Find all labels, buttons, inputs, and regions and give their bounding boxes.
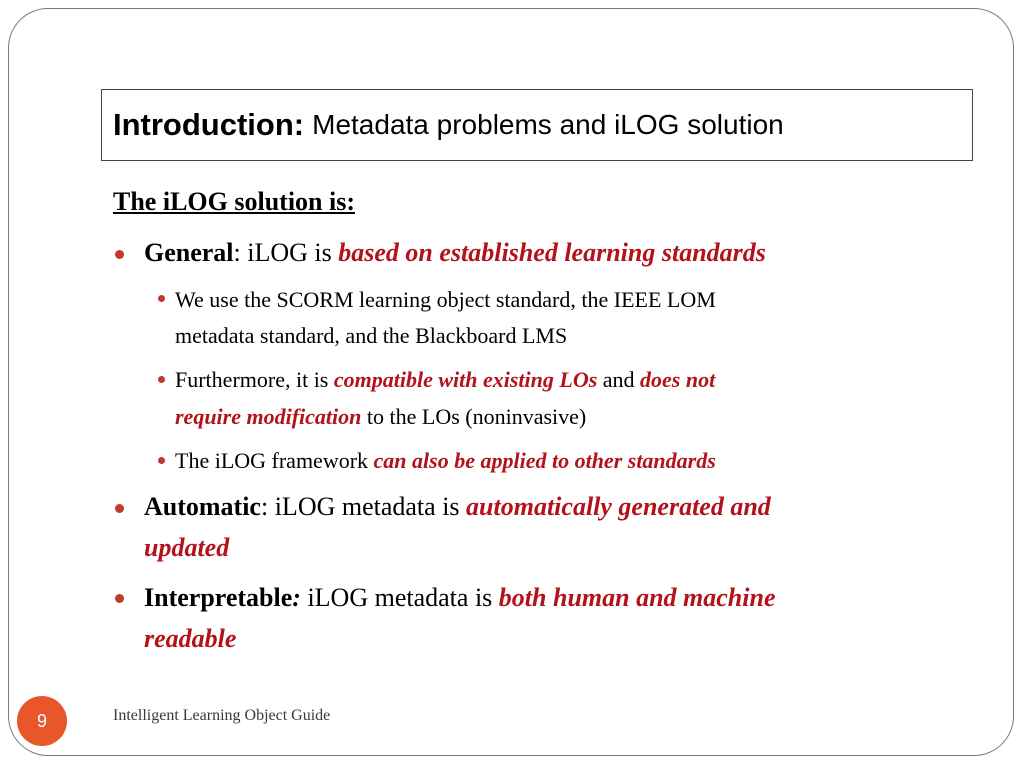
interpretable-text: iLOG metadata is — [300, 583, 499, 612]
sub2-emph2a: does not — [640, 367, 716, 392]
sub2-dot — [158, 376, 165, 383]
interpretable-label: Interpretable — [144, 583, 293, 612]
sub3-line — [175, 448, 716, 474]
bullet-automatic-line2 — [144, 533, 229, 563]
automatic-emph2: updated — [144, 533, 230, 562]
sub2-emph1: compatible with existing LOs — [333, 367, 598, 392]
sub2-emph2b: require modification — [175, 404, 362, 429]
interpretable-emph1: both human and machine — [498, 583, 776, 612]
bullet-interpretable-line1 — [144, 583, 776, 613]
bullet-automatic-dot — [115, 504, 124, 513]
automatic-sep: : iLOG metadata is — [260, 492, 467, 521]
automatic-label: Automatic — [144, 492, 261, 521]
page-number: 9 — [36, 710, 47, 731]
interpretable-emph2: readable — [144, 624, 237, 653]
footer-text: Intelligent Learning Object Guide — [113, 707, 331, 724]
subheading: The iLOG solution is: — [113, 187, 355, 216]
title-rest: Metadata problems and iLOG solution — [312, 109, 784, 140]
sub3-dot — [158, 457, 165, 464]
automatic-emph1: automatically generated and — [466, 492, 771, 521]
sub3-pre: The iLOG framework — [175, 448, 374, 473]
bullet-general — [144, 238, 766, 268]
bullet-interpretable-line2 — [144, 624, 236, 654]
sub1-line1: We use the SCORM learning object standard, the IEEE LOM — [175, 287, 716, 312]
sub1-dot — [158, 295, 165, 302]
sub2-line2 — [175, 404, 586, 430]
sub2-mid: and — [597, 367, 641, 392]
bullet-automatic-line1 — [144, 492, 771, 522]
sub3-emph: can also be applied to other standards — [373, 448, 716, 473]
bullet-general-dot — [115, 250, 124, 259]
general-label: General — [144, 238, 234, 267]
general-sep: : iLOG is — [233, 238, 339, 267]
interpretable-sep: : — [292, 583, 301, 612]
sub1-line2: metadata standard, and the Blackboard LMS — [175, 323, 568, 348]
sub2-pre: Furthermore, it is — [175, 367, 334, 392]
bullet-interpretable-dot — [115, 594, 124, 603]
page-number-badge — [17, 696, 67, 746]
general-emph: based on established learning standards — [338, 238, 766, 267]
title-bold: Introduction: — [113, 107, 305, 142]
sub2-post: to the LOs (noninvasive) — [361, 404, 587, 429]
sub2-line1 — [175, 367, 715, 393]
